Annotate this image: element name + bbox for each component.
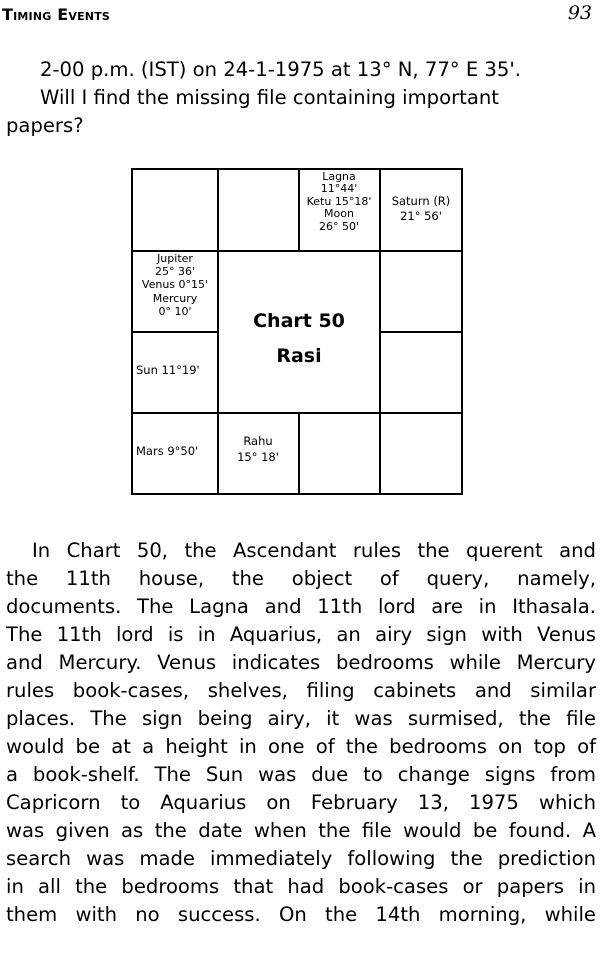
cell-text: 26° 50' <box>318 219 359 233</box>
cell-jupiter <box>133 252 217 318</box>
chart-grid-line <box>133 412 461 414</box>
cell-text: 11°44' <box>320 182 358 196</box>
paragraph-line: a book-shelf. The Sun was due to change signs from <box>6 763 596 786</box>
rasi-chart <box>131 168 463 495</box>
paragraph-line: in all the bedrooms that had book-cases or papers in <box>6 875 596 898</box>
paragraph-line: and Mercury. Venus indicates bedrooms while Mercury <box>6 651 596 674</box>
cell-text: Moon <box>324 207 354 221</box>
chart-title: Chart 50 <box>253 310 345 332</box>
cell-text: Ketu 15°18' <box>306 194 372 208</box>
chart-subtitle: Rasi <box>276 345 322 367</box>
cell-text: Saturn (R) <box>391 194 451 208</box>
paragraph-line: documents. The Lagna and 11th lord are in Ithasala. <box>6 595 596 618</box>
cell-text: 25° 36' <box>154 265 195 279</box>
paragraph-line: was given as the date when the file would be found. A <box>6 819 596 842</box>
intro-line-1: 2-00 p.m. (IST) on 24-1-1975 at 13° N, 77° E 35'. <box>40 58 521 81</box>
cell-text: Rahu <box>243 434 273 448</box>
page-number: 93 <box>567 2 592 24</box>
cell-sun <box>133 364 217 377</box>
paragraph-line: the 11th house, the object of query, namely, <box>6 567 596 590</box>
cell-text: Mars 9°50' <box>136 444 199 458</box>
cell-text: Jupiter <box>157 252 193 265</box>
page-header <box>0 2 600 28</box>
paragraph-line: In Chart 50, the Ascendant rules the querent and <box>32 539 596 562</box>
cell-rahu <box>218 433 298 465</box>
cell-text: 0° 10' <box>158 304 192 318</box>
cell-text: Sun 11°19' <box>136 363 200 377</box>
running-head: Timing Events <box>2 5 111 24</box>
paragraph-line: places. The sign being airy, it was surmised, the file <box>6 707 596 730</box>
chart-grid-line <box>298 412 300 493</box>
paragraph-line: The 11th lord is in Aquarius, an airy sign with Venus <box>6 623 596 646</box>
cell-saturn <box>380 194 462 224</box>
paragraph-line: them with no success. On the 14th morning, while <box>6 903 596 926</box>
cell-text: 15° 18' <box>237 450 279 464</box>
paragraph-line: rules book-cases, shelves, filing cabinets and similar <box>6 679 596 702</box>
paragraph-line: Capricorn to Aquarius on February 13, 1975 which <box>6 791 596 814</box>
cell-text: Venus 0°15' <box>141 278 209 292</box>
paragraph-line: would be at a height in one of the bedrooms on top of <box>6 735 596 758</box>
chart-grid-line <box>379 331 461 333</box>
cell-text: 21° 56' <box>400 209 442 223</box>
intro-line-2: Will I find the missing file containing important <box>40 86 499 109</box>
cell-mars <box>133 445 217 458</box>
intro-line-3: papers? <box>6 114 84 137</box>
cell-text: Lagna <box>322 170 356 183</box>
chart-grid-line <box>133 331 217 333</box>
cell-text: Mercury <box>152 291 198 305</box>
cell-lagna <box>298 171 380 233</box>
paragraph-line: search was made immediately following the prediction <box>6 847 596 870</box>
